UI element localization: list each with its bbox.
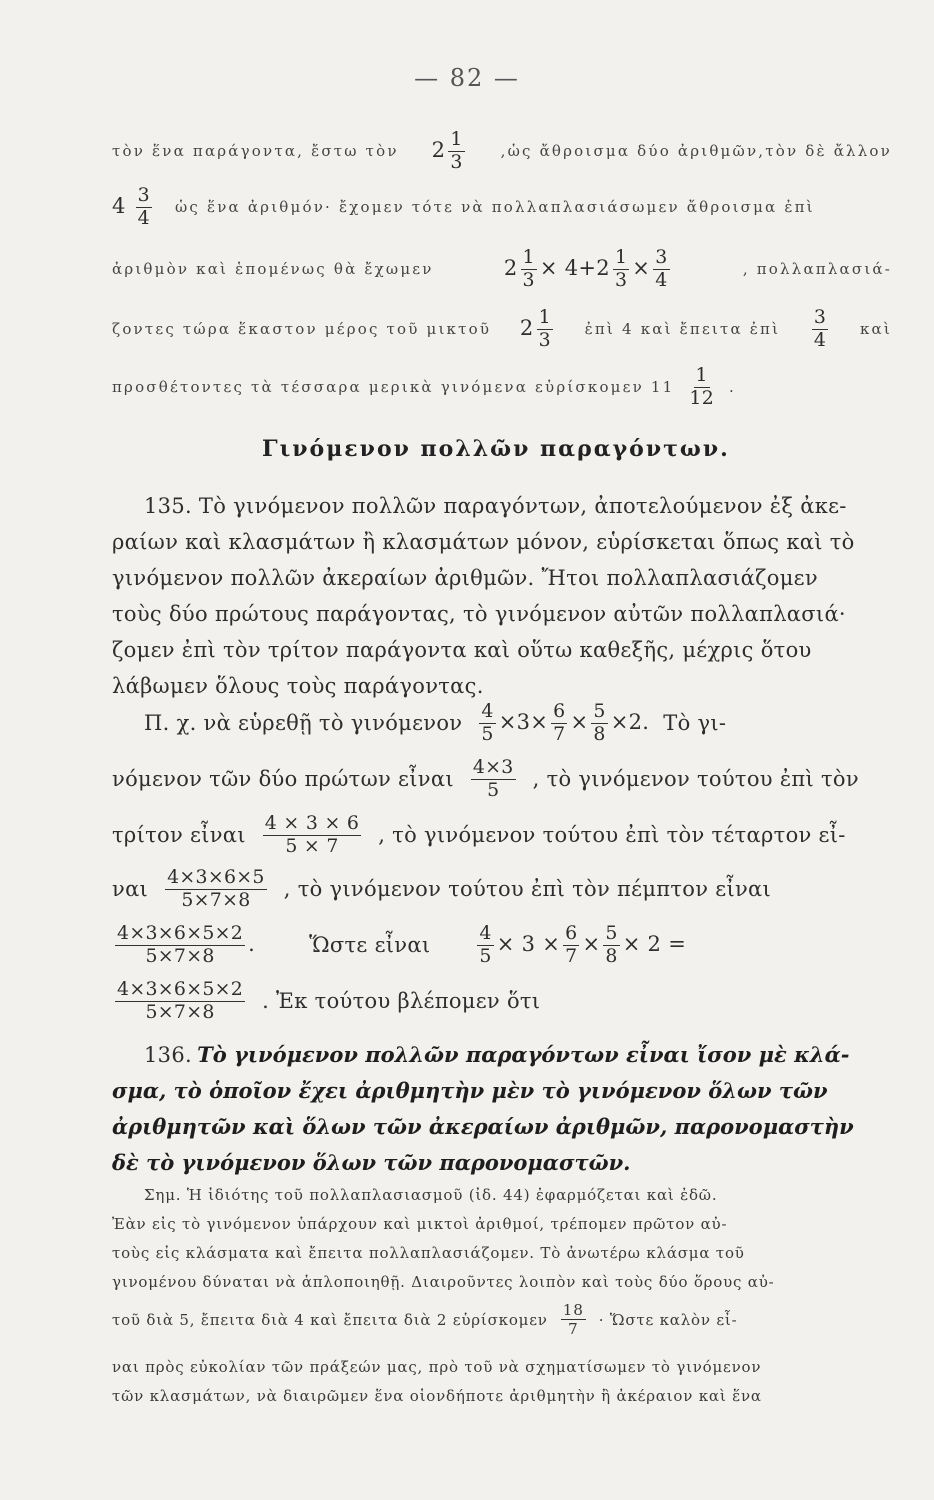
note-line: ναι πρὸς εὐκολίαν τῶν πράξεών μας, πρὸ τοῦ νὰ σχηματίσωμεν τὸ γινόμενον	[112, 1358, 762, 1376]
text-line: σμα, τὸ ὁποῖον ἔχει ἀριθμητὴν μὲν τὸ γινόμενον ὅλων τῶν	[112, 1078, 828, 1103]
text-line: δὲ τὸ γινόμενον ὅλων τῶν παρονομαστῶν.	[112, 1150, 631, 1175]
note-line: τῶν κλασμάτων, νὰ διαιρῶμεν ἕνα οἱονδήποτε ἀριθμητὴν ἢ ἀκέραιον καὶ ἕνα	[112, 1387, 762, 1405]
math-expression: 2 $\frac{1}{3}$ × 4+2 $\frac{1}{3}$ × $\frac{3}{4}$	[503, 246, 668, 291]
text-line: τοὺς δύο πρώτους παράγοντας, τὸ γινόμενον αὐτῶν πολλαπλασιά·	[112, 602, 846, 626]
text-line: γινόμενον πολλῶν ἀκεραίων ἀριθμῶν. Ἤτοι πολλαπλασιάζομεν	[112, 566, 818, 590]
text-line: ἀριθμὸν καὶ ἑπομένως θὰ ἔχωμεν 2 $\frac{1}{3}$ × 4+2 $\frac{1}{3}$ × $\frac{3}{4}$ , πολλαπλασιά-	[112, 246, 892, 291]
math-line: Π. χ. νὰ εὑρεθῇ τὸ γινόμενον $\frac{4}{5}$ ×3× $\frac{6}{7}$ × $\frac{5}{8}$ ×2. Τὸ γι-	[144, 700, 727, 745]
text-line: ραίων καὶ κλασμάτων ἢ κλασμάτων μόνον, εὑρίσκεται ὅπως καὶ τὸ	[112, 530, 855, 554]
note-line: Σημ. Ἡ ἰδιότης τοῦ πολλαπλασιασμοῦ (ἰδ. 44) ἐφαρμόζεται καὶ ἐδῶ.	[144, 1186, 718, 1204]
text-line: 135. Τὸ γινόμενον πολλῶν παραγόντων, ἀποτελούμενον ἐξ ἀκε-	[144, 494, 847, 518]
math-line: νόμενον τῶν δύο πρώτων εἶναι $\frac{4\times 3}{5}$ , τὸ γινόμενον τούτου ἐπὶ τὸν	[112, 756, 859, 801]
fraction: $\frac{1}{12}$	[689, 364, 715, 409]
text-line: λάβωμεν ὅλους τοὺς παράγοντας.	[112, 674, 484, 698]
note-line: Ἐὰν εἰς τὸ γινόμενον ὑπάρχουν καὶ μικτοὶ ἀριθμοί, τρέπομεν πρῶτον αὐ-	[112, 1215, 728, 1233]
text-line: ζοντες τώρα ἕκαστον μέρος τοῦ μικτοῦ 2 $\frac{1}{3}$ ἐπὶ 4 καὶ ἔπειτα ἐπὶ $\frac{3}{4}$ καὶ	[112, 306, 892, 351]
text-line: 4 $\frac{3}{4}$ ὡς ἕνα ἀριθμόν· ἔχομεν τότε νὰ πολλαπλασιάσωμεν ἄθροισμα ἐπὶ	[112, 184, 815, 229]
section-heading: Γινόμενον πολλῶν παραγόντων.	[262, 436, 730, 462]
math-line: $\frac{4\times 3\times 6\times 5\times 2}{5\times 7\times 8}$ . Ἐκ τούτου βλέπομεν ὅτι	[117, 978, 541, 1023]
note-line: τοῦ διὰ 5, ἔπειτα διὰ 4 καὶ ἔπειτα διὰ 2 εὑρίσκομεν $\frac{18}{7}$ · Ὥστε καλὸν εἶ-	[112, 1301, 738, 1339]
math-line: ναι $\frac{4\times 3\times 6\times 5}{5\times 7\times 8}$ , τὸ γινόμενον τούτου ἐπὶ τὸν πέμπτον εἶναι	[112, 866, 772, 911]
math-line: $\frac{4\times 3\times 6\times 5\times 2}{5\times 7\times 8}$ . Ὥστε εἶναι $\frac{4}{5}$ × 3 × $\frac{6}{7}$ × $\frac{5}{8}$ × 2 =	[117, 922, 687, 967]
fraction: $\frac{3}{4}$	[137, 184, 150, 229]
text-line: ἀριθμητῶν καὶ ὅλων τῶν ἀκεραίων ἀριθμῶν, παρονομαστὴν	[112, 1114, 854, 1139]
fraction: $\frac{1}{3}$	[450, 128, 463, 173]
page-number: — 82 —	[414, 64, 520, 92]
text-line: ζομεν ἐπὶ τὸν τρίτον παράγοντα καὶ οὕτω καθεξῆς, μέχρις ὅτου	[112, 638, 812, 662]
note-line: τοὺς εἰς κλάσματα καὶ ἔπειτα πολλαπλασιάζομεν. Τὸ ἀνωτέρω κλάσμα τοῦ	[112, 1244, 745, 1262]
note-line: γινομένου δύναται νὰ ἁπλοποιηθῇ. Διαιροῦντες λοιπὸν καὶ τοὺς δύο ὅρους αὐ-	[112, 1273, 775, 1291]
text-line: τὸν ἕνα παράγοντα, ἔστω τὸν 2 $\frac{1}{3}$ ,ὡς ἄθροισμα δύο ἀριθμῶν,τὸν δὲ ἄλλον	[112, 128, 892, 173]
text-line: προσθέτοντες τὰ τέσσαρα μερικὰ γινόμενα εὑρίσκομεν 11 $\frac{1}{12}$ .	[112, 364, 736, 409]
math-line: τρίτον εἶναι $\frac{4 \times 3 \times 6}{5 \times 7}$ , τὸ γινόμενον τούτου ἐπὶ τὸν τέταρτον εἶ-	[112, 812, 846, 857]
text-line: 136. Τὸ γινόμενον πολλῶν παραγόντων εἶναι ἴσον μὲ κλά-	[144, 1042, 850, 1067]
